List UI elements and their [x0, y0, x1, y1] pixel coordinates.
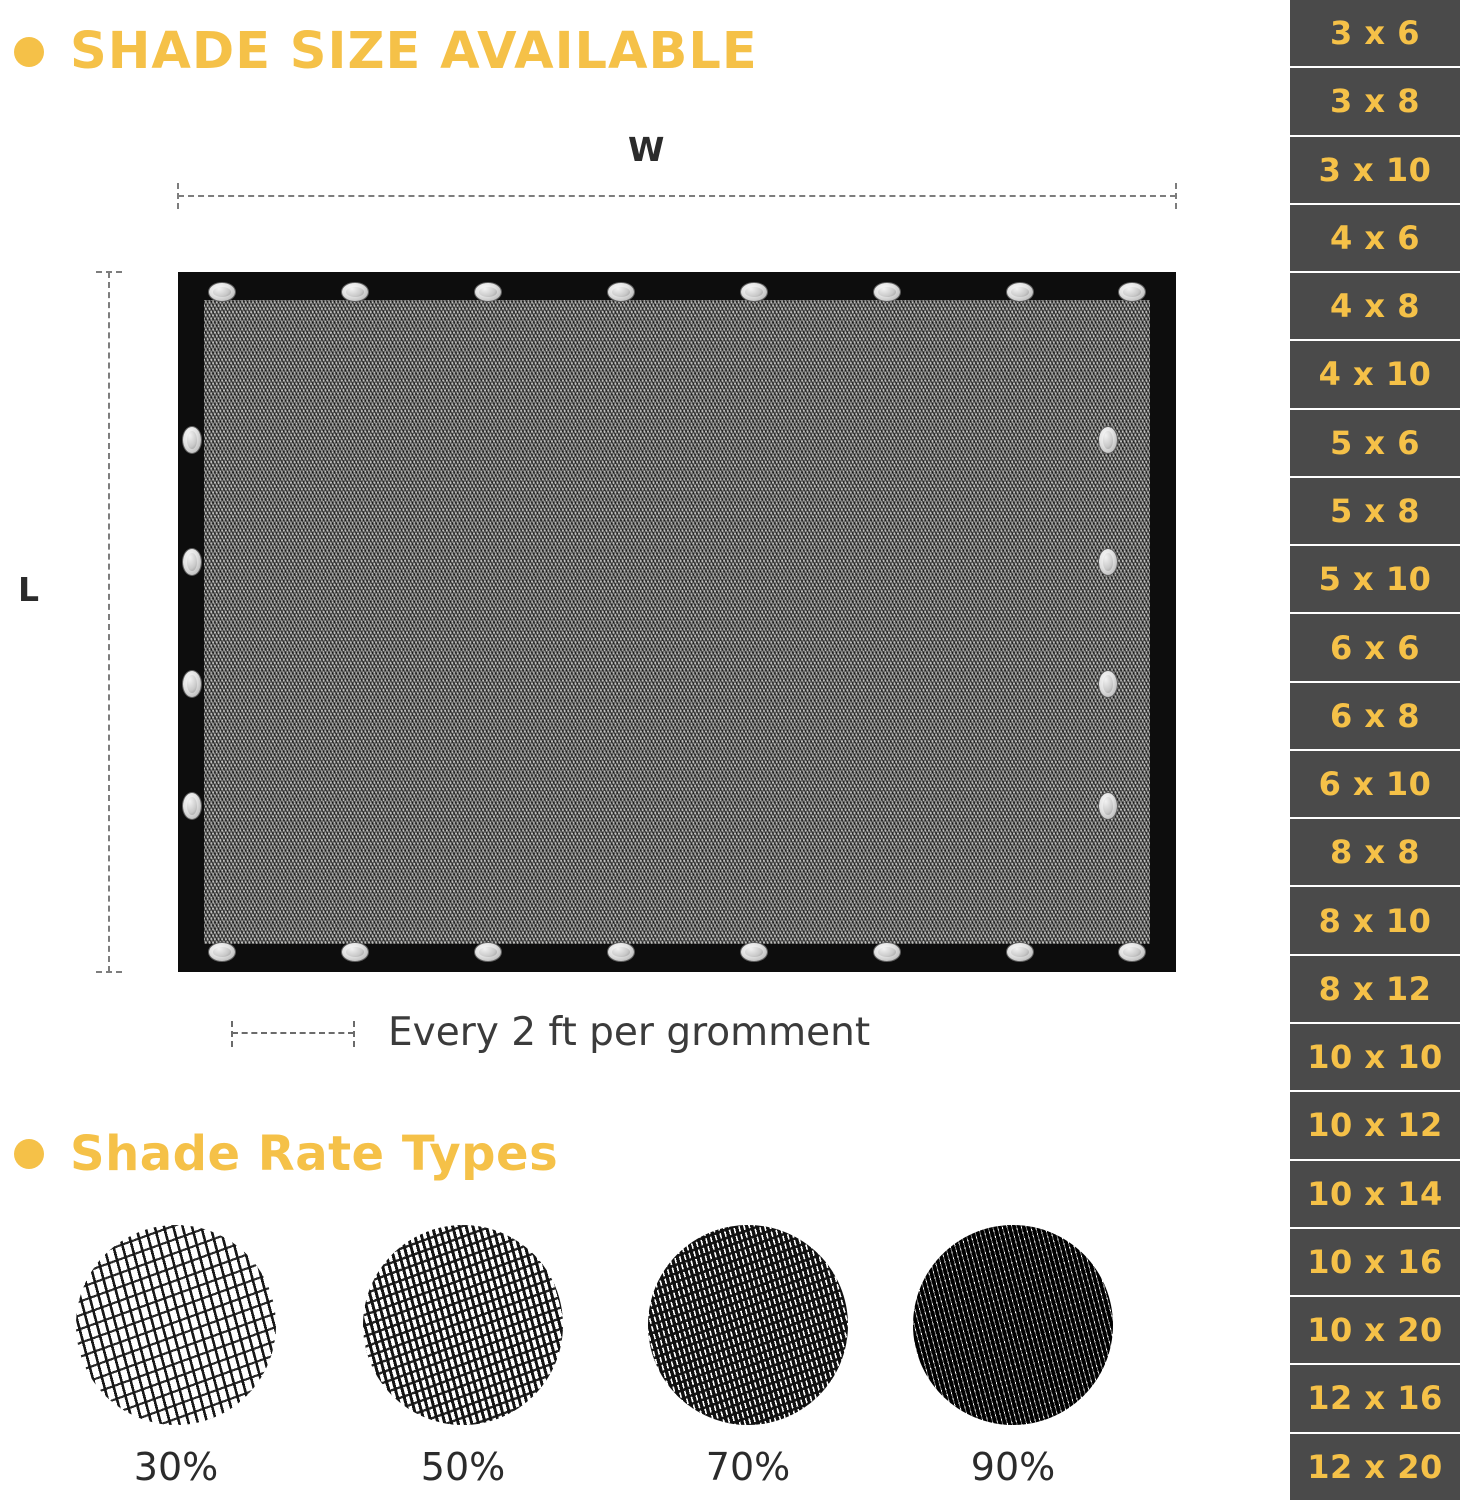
mesh-30-swatch [76, 1225, 276, 1425]
width-dimension-line [178, 195, 1176, 197]
size-chip[interactable]: 8 x 12 [1290, 956, 1460, 1022]
shade-rate-item [640, 1225, 856, 1489]
grommet [607, 942, 635, 962]
size-chip[interactable]: 4 x 8 [1290, 273, 1460, 339]
grommet [1118, 282, 1146, 302]
grommet-spacing-label: Every 2 ft per gromment [388, 1010, 871, 1055]
shade-rate-label: 70% [705, 1445, 791, 1489]
size-chip[interactable]: 10 x 12 [1290, 1092, 1460, 1158]
shade-rate-label: 50% [420, 1445, 506, 1489]
size-chip[interactable]: 3 x 8 [1290, 68, 1460, 134]
grommet [1098, 548, 1118, 576]
size-chip[interactable]: 10 x 14 [1290, 1161, 1460, 1227]
grommet-spacing-note [232, 1010, 870, 1055]
grommet [740, 942, 768, 962]
grommet [341, 942, 369, 962]
grommet [1006, 282, 1034, 302]
shade-rate-label: 90% [970, 1445, 1056, 1489]
grommet [341, 282, 369, 302]
size-chip[interactable]: 4 x 6 [1290, 205, 1460, 271]
grommet [740, 282, 768, 302]
grommet [474, 282, 502, 302]
size-chip[interactable]: 3 x 6 [1290, 0, 1460, 66]
shade-rate-swatch-group [0, 1225, 1250, 1500]
width-dimension-label: W [628, 130, 665, 169]
grommet [1098, 426, 1118, 454]
grommet [182, 792, 202, 820]
mesh-90-swatch [913, 1225, 1113, 1425]
size-chip[interactable]: 12 x 20 [1290, 1434, 1460, 1500]
bullet-icon [14, 1139, 44, 1169]
grommet [607, 282, 635, 302]
grommet [182, 670, 202, 698]
grommet [1098, 670, 1118, 698]
size-chip[interactable]: 6 x 8 [1290, 683, 1460, 749]
grommet [873, 282, 901, 302]
shade-rate-label: 30% [133, 1445, 219, 1489]
length-dimension-label: L [18, 570, 40, 609]
shade-rate-item [68, 1225, 284, 1489]
mesh-fabric-texture [204, 300, 1150, 944]
size-chip[interactable]: 6 x 6 [1290, 614, 1460, 680]
grommet [208, 282, 236, 302]
size-chip[interactable]: 8 x 8 [1290, 819, 1460, 885]
grommet-spacing-dimension-line [232, 1032, 354, 1034]
grommet [208, 942, 236, 962]
size-chip[interactable]: 4 x 10 [1290, 341, 1460, 407]
mesh-50-swatch [363, 1225, 563, 1425]
size-chip[interactable]: 10 x 20 [1290, 1297, 1460, 1363]
shade-rate-item [905, 1225, 1121, 1489]
bullet-icon [14, 37, 44, 67]
shade-rate-heading-label: Shade Rate Types [70, 1126, 559, 1182]
shade-cloth-panel [178, 272, 1176, 972]
grommet [474, 942, 502, 962]
shade-size-heading [14, 22, 758, 81]
mesh-70-swatch [648, 1225, 848, 1425]
grommet [182, 548, 202, 576]
shade-rate-item [355, 1225, 571, 1489]
grommet [182, 426, 202, 454]
size-chip[interactable]: 5 x 10 [1290, 546, 1460, 612]
size-chip[interactable]: 10 x 10 [1290, 1024, 1460, 1090]
length-dimension-line [108, 272, 110, 972]
grommet [1098, 792, 1118, 820]
size-chip[interactable]: 12 x 16 [1290, 1365, 1460, 1431]
size-chip[interactable]: 8 x 10 [1290, 887, 1460, 953]
size-chip[interactable]: 6 x 10 [1290, 751, 1460, 817]
size-chip[interactable]: 10 x 16 [1290, 1229, 1460, 1295]
shade-panel-diagram [0, 120, 1250, 1080]
grommet [873, 942, 901, 962]
size-chip[interactable]: 3 x 10 [1290, 137, 1460, 203]
size-chip[interactable]: 5 x 6 [1290, 410, 1460, 476]
grommet [1006, 942, 1034, 962]
size-chip[interactable]: 5 x 8 [1290, 478, 1460, 544]
shade-rate-heading [14, 1126, 558, 1182]
size-list [1290, 0, 1460, 1500]
shade-size-heading-label: SHADE SIZE AVAILABLE [70, 22, 758, 81]
grommet [1118, 942, 1146, 962]
